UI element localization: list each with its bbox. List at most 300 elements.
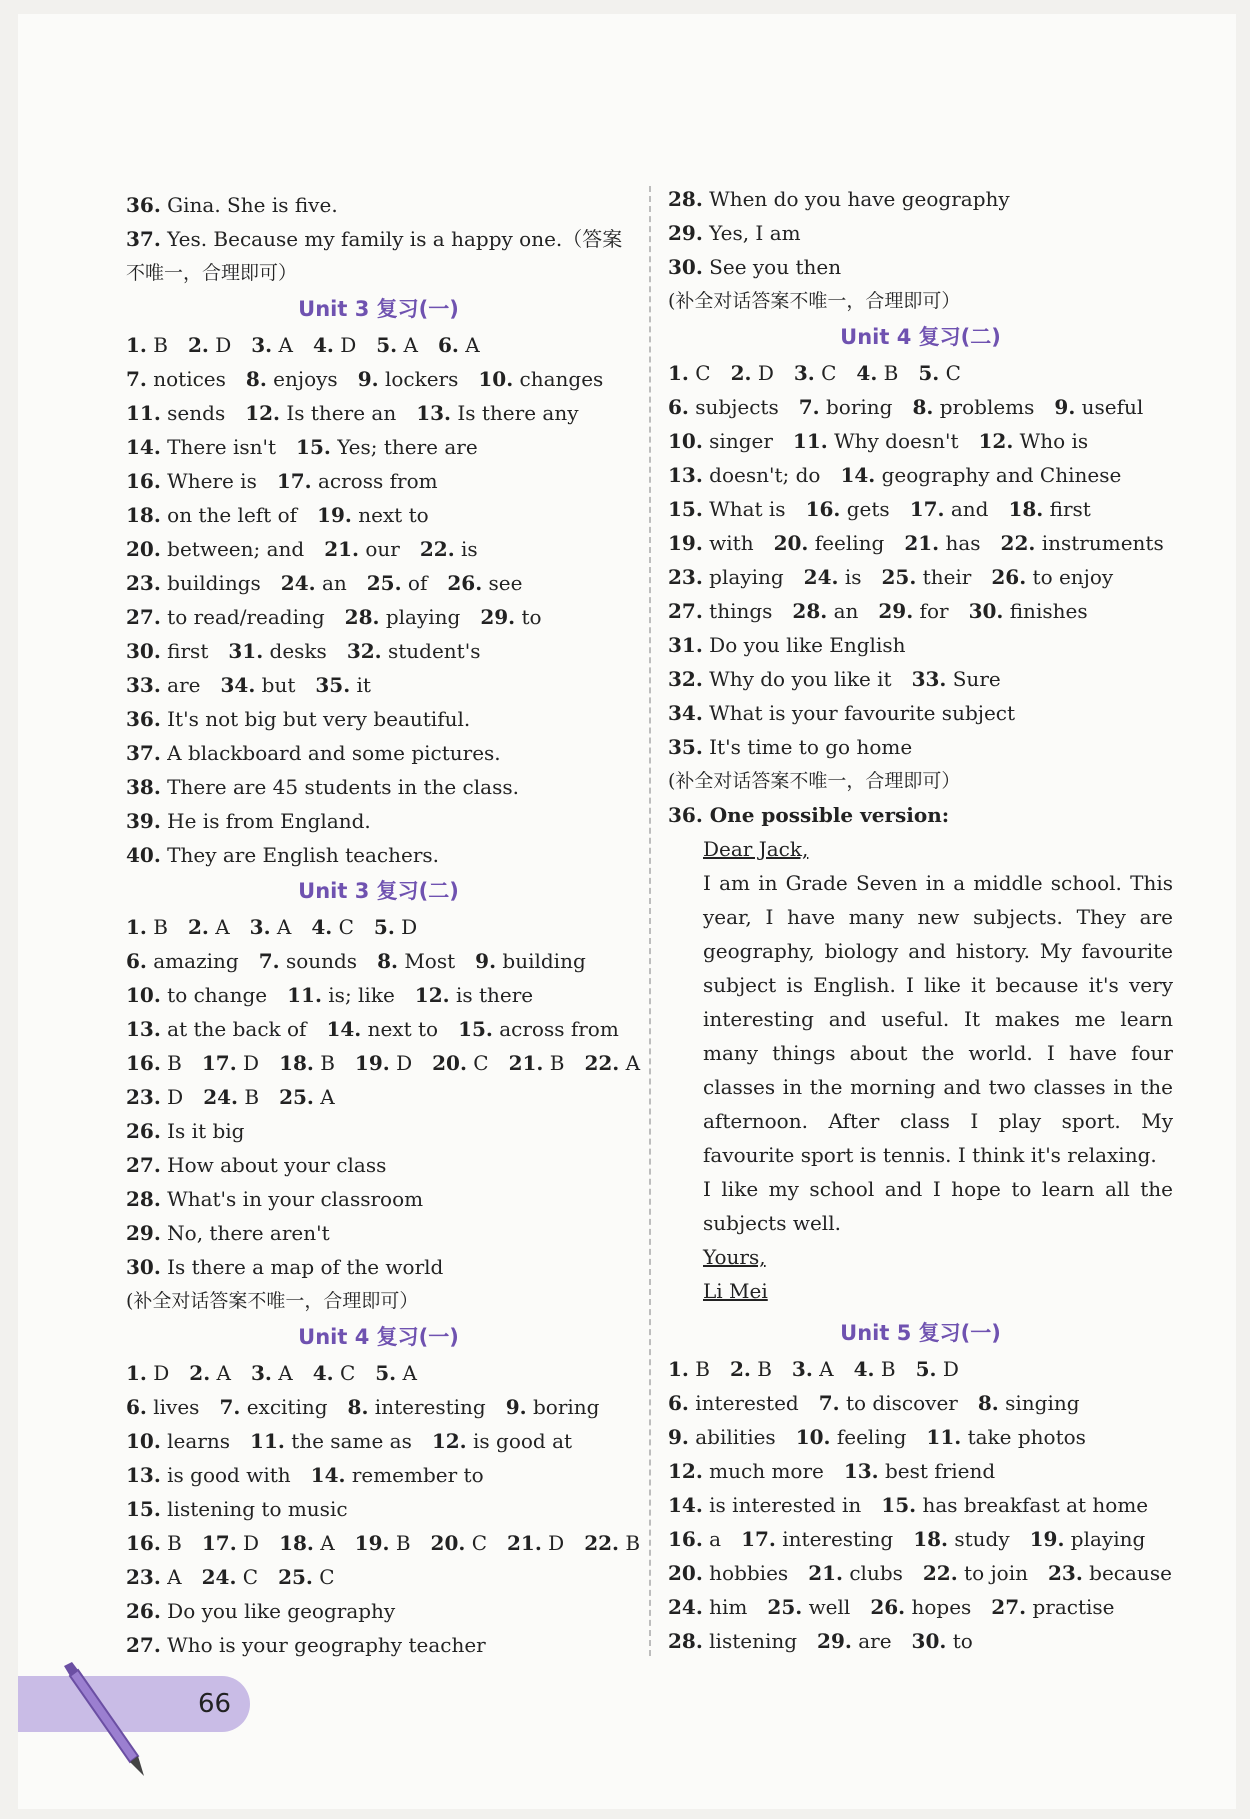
- answer-text: practise: [1032, 1595, 1115, 1619]
- answer-text: listening: [709, 1629, 798, 1653]
- answer-text: B: [244, 1085, 260, 1109]
- answer-item: [668, 667, 892, 691]
- answer-item: [458, 1017, 619, 1041]
- answer-number: 35.: [315, 673, 351, 697]
- answer-item: [126, 707, 470, 731]
- answer-item: [668, 187, 1010, 211]
- answer-text: Do you like English: [709, 633, 906, 657]
- answer-line: [126, 600, 631, 634]
- answer-item: [377, 949, 455, 973]
- answer-item: [668, 1459, 824, 1483]
- answer-number: 16.: [126, 469, 161, 493]
- answer-line: [126, 1012, 631, 1046]
- answer-item: [731, 361, 774, 385]
- answer-item: [668, 1357, 710, 1381]
- answer-number: 21.: [808, 1561, 843, 1585]
- answer-text: lockers: [384, 367, 459, 391]
- answer-text: finishes: [1009, 599, 1088, 623]
- answer-text: Is there an: [286, 401, 397, 425]
- answer-number: 18.: [1008, 497, 1044, 521]
- answer-line: [668, 356, 1173, 390]
- answer-number: 5.: [915, 1357, 937, 1381]
- answer-number: 25.: [279, 1085, 314, 1109]
- answer-line: [668, 390, 1173, 424]
- answer-text: is interested in: [709, 1493, 862, 1517]
- answer-text: A: [276, 915, 292, 939]
- answer-number: 2.: [187, 915, 209, 939]
- answer-text: A: [819, 1357, 834, 1381]
- answer-item: [126, 1153, 386, 1177]
- answer-text: What is: [709, 497, 786, 521]
- answer-number: 22.: [922, 1561, 958, 1585]
- answer-item: [246, 367, 338, 391]
- answer-text: but: [261, 673, 296, 697]
- answer-line: [126, 1216, 631, 1250]
- essay-paragraph: I like my school and I hope to learn all the subjects well.: [703, 1177, 1173, 1235]
- answer-number: 11.: [792, 429, 828, 453]
- answer-item: [978, 1391, 1080, 1415]
- answer-text: it: [356, 673, 371, 697]
- answer-item: [794, 361, 837, 385]
- answer-number: 6.: [668, 1391, 689, 1415]
- answer-number: 40.: [126, 843, 161, 867]
- section-heading-unit3-review1: Unit 3 复习(一): [298, 297, 459, 321]
- answer-number: 21.: [507, 1531, 542, 1555]
- answer-line: [126, 222, 631, 256]
- answer-item: [431, 1531, 487, 1555]
- answer-item: [910, 497, 989, 521]
- answer-number: 6.: [437, 333, 459, 357]
- answer-text: is there: [455, 983, 534, 1007]
- answer-number: 24.: [203, 1085, 238, 1109]
- answer-text: interested: [695, 1391, 799, 1415]
- answer-number: 20.: [668, 1561, 703, 1585]
- answer-line: [126, 910, 631, 944]
- answer-text: Yes. Because my family is a happy one.（答案: [167, 227, 623, 251]
- answer-number: 4.: [312, 333, 334, 357]
- answer-item: [912, 667, 1001, 691]
- answer-number: 12.: [431, 1429, 467, 1453]
- answer-item: [741, 1527, 893, 1551]
- answer-line: [126, 1114, 631, 1148]
- answer-text: much more: [709, 1459, 824, 1483]
- answer-item: [799, 395, 893, 419]
- answer-item: [447, 571, 522, 595]
- answer-text: B: [395, 1531, 411, 1555]
- answer-number: 10.: [126, 983, 161, 1007]
- answer-number: 9.: [475, 949, 497, 973]
- answer-number: 14.: [668, 1493, 703, 1517]
- answer-item: [854, 1357, 896, 1381]
- answer-number: 30.: [911, 1629, 947, 1653]
- answer-item: [311, 915, 354, 939]
- answer-text: There are 45 students in the class.: [167, 775, 519, 799]
- answer-item: [668, 531, 754, 555]
- answer-number: 37.: [126, 741, 161, 765]
- answer-text: A blackboard and some pictures.: [167, 741, 501, 765]
- answer-number: 21.: [324, 537, 360, 561]
- answer-item: [278, 1565, 334, 1589]
- answer-number: 11.: [926, 1425, 962, 1449]
- answer-item: [126, 1187, 423, 1211]
- answer-number: 4.: [853, 1357, 875, 1381]
- answer-item: [668, 1425, 776, 1449]
- answer-item: [668, 633, 906, 657]
- answer-text: It's time to go home: [709, 735, 913, 759]
- answer-text: See you then: [709, 255, 842, 279]
- answer-item: [475, 949, 586, 973]
- answer-text: on the left of: [167, 503, 298, 527]
- answer-item: [126, 1497, 348, 1521]
- left-column: [126, 188, 641, 1662]
- answer-text: amazing: [153, 949, 239, 973]
- answer-number: 5.: [375, 1361, 397, 1385]
- answer-item: [126, 1395, 199, 1419]
- answer-item: [287, 983, 395, 1007]
- answer-item: [808, 1561, 903, 1585]
- answer-number: 9.: [1054, 395, 1076, 419]
- answer-text: their: [922, 565, 972, 589]
- answer-note: (补全对话答案不唯一，合理即可）: [126, 1290, 419, 1312]
- answer-text: He is from England.: [167, 809, 371, 833]
- answer-item: [326, 1017, 438, 1041]
- answer-item: [345, 605, 461, 629]
- answer-number: 23.: [126, 571, 161, 595]
- answer-number: 13.: [126, 1463, 161, 1487]
- section-heading-unit5-review1: Unit 5 复习(一): [840, 1321, 1001, 1345]
- answer-number: 12.: [978, 429, 1014, 453]
- answer-number: 25.: [366, 571, 402, 595]
- answer-text: D: [167, 1085, 184, 1109]
- answer-item: [774, 531, 885, 555]
- answer-text: has breakfast at home: [922, 1493, 1149, 1517]
- answer-item: [126, 1531, 182, 1555]
- answer-text: Who is your geography teacher: [167, 1633, 486, 1657]
- top-answers: [668, 182, 1173, 284]
- answer-item: [277, 469, 438, 493]
- answer-item: [317, 503, 429, 527]
- answer-text: across from: [318, 469, 438, 493]
- answer-number: 2.: [729, 1357, 751, 1381]
- answer-line: [668, 1590, 1173, 1624]
- answer-line: [668, 628, 1173, 662]
- answer-text: sends: [167, 401, 226, 425]
- answer-number: 3.: [251, 1361, 272, 1385]
- answer-line: [668, 1488, 1173, 1522]
- answer-text: C: [471, 1531, 487, 1555]
- answer-item: [375, 1361, 417, 1385]
- answer-text: A: [320, 1531, 335, 1555]
- answer-text: are: [858, 1629, 892, 1653]
- answer-item: [817, 1629, 891, 1653]
- answer-number: 26.: [126, 1119, 161, 1143]
- answer-item: [324, 537, 400, 561]
- answer-item: [202, 1531, 259, 1555]
- answer-item: [1008, 497, 1090, 521]
- answer-item: [126, 193, 338, 217]
- answer-number: 36.: [126, 193, 161, 217]
- answer-number: 20.: [430, 1531, 466, 1555]
- answer-line: [126, 1424, 631, 1458]
- section-heading-unit4-review1: Unit 4 复习(一): [298, 1325, 459, 1349]
- answer-item: [432, 1051, 488, 1075]
- answer-line: [126, 188, 631, 222]
- answer-text: Gina. She is five.: [167, 193, 338, 217]
- answer-number: 37.: [126, 227, 161, 251]
- answer-item: [126, 949, 239, 973]
- answer-number: 38.: [126, 775, 161, 799]
- answer-number: 15.: [126, 1497, 161, 1521]
- answer-number: 19.: [668, 531, 703, 555]
- answer-text: B: [883, 361, 899, 385]
- answer-item: [1001, 531, 1164, 555]
- answer-text: see: [488, 571, 523, 595]
- answer-number: 30.: [126, 639, 161, 663]
- answer-text: It's not big but very beautiful.: [167, 707, 471, 731]
- answer-item: [126, 843, 439, 867]
- answer-item: [126, 1017, 306, 1041]
- answer-number: 2.: [187, 333, 209, 357]
- answer-number: 25.: [881, 565, 917, 589]
- answer-item: [480, 605, 541, 629]
- answer-text: boring: [826, 395, 893, 419]
- answer-number: 6.: [126, 949, 147, 973]
- answer-line: [668, 1624, 1173, 1658]
- answers-unit4-review2: [668, 356, 1173, 764]
- answer-item: [355, 1051, 412, 1075]
- answer-text: Is it big: [167, 1119, 245, 1143]
- answer-text: buildings: [167, 571, 261, 595]
- answer-number: 16.: [805, 497, 841, 521]
- answer-text: D: [548, 1531, 565, 1555]
- answer-text: feeling: [836, 1425, 907, 1449]
- answer-item: [506, 1395, 600, 1419]
- answer-number: 32.: [346, 639, 382, 663]
- answer-item: [668, 429, 773, 453]
- answer-text: boring: [532, 1395, 600, 1419]
- answer-number: 35.: [668, 735, 703, 759]
- answer-text: is good at: [473, 1429, 573, 1453]
- answer-text: B: [757, 1357, 772, 1381]
- answer-item: [189, 1361, 231, 1385]
- answer-item: [584, 1531, 640, 1555]
- answer-note: 不唯一，合理即可）: [126, 262, 298, 284]
- answer-line: [668, 250, 1173, 284]
- answer-number: 5.: [376, 333, 398, 357]
- answer-text: They are English teachers.: [167, 843, 440, 867]
- section-heading-unit4-review2: Unit 4 复习(二): [840, 325, 1001, 349]
- answer-item: [126, 1633, 486, 1657]
- answer-text: a: [709, 1527, 722, 1551]
- answer-text: clubs: [849, 1561, 903, 1585]
- answer-item: [126, 639, 208, 663]
- answer-line: [126, 736, 631, 770]
- answer-number: 4.: [312, 1361, 334, 1385]
- answer-number: 1.: [668, 1357, 689, 1381]
- answer-item: [126, 1565, 182, 1589]
- answer-text: is: [461, 537, 478, 561]
- answer-item: [126, 1119, 244, 1143]
- answer-line: [126, 1628, 631, 1662]
- answer-item: [355, 1531, 411, 1555]
- answer-text: C: [473, 1051, 489, 1075]
- answer-number: 8.: [377, 949, 398, 973]
- answer-text: What is your favourite subject: [709, 701, 1016, 725]
- answer-line: [668, 424, 1173, 458]
- answer-item: [126, 333, 168, 357]
- answer-number: 30.: [968, 599, 1004, 623]
- answer-number: 22.: [584, 1051, 620, 1075]
- answer-number: 13.: [416, 401, 451, 425]
- answer-line: [126, 1594, 631, 1628]
- essay-signature: Li Mei: [703, 1279, 768, 1303]
- answer-number: 14.: [326, 1017, 362, 1041]
- answer-item: [792, 599, 858, 623]
- answer-line: [126, 668, 631, 702]
- answer-text: listening to music: [167, 1497, 348, 1521]
- answer-item: [796, 1425, 907, 1449]
- answer-line: [668, 594, 1173, 628]
- answer-line: [126, 362, 631, 396]
- answer-number: 11.: [250, 1429, 285, 1453]
- answer-text: is; like: [328, 983, 395, 1007]
- answer-item: [126, 775, 519, 799]
- answer-number: 12.: [668, 1459, 703, 1483]
- answer-text: B: [695, 1357, 710, 1381]
- answer-item: [878, 599, 948, 623]
- essay-paragraph: I am in Grade Seven in a middle school. This year, I have many new subjects. They are geography, biology and history. My favourite subject is English. I like it because it's very interesting and useful. It makes me learn many things about the world. I have four classes in the morning and two classes in the afternoon. After class I play sport. My favourite sport is tennis. I think it's relaxing.: [703, 871, 1173, 1167]
- answer-item: [126, 1255, 443, 1279]
- answer-item: [730, 1357, 772, 1381]
- answer-number: 12.: [414, 983, 450, 1007]
- answer-text: When do you have geography: [709, 187, 1010, 211]
- answer-text: B: [167, 1531, 182, 1555]
- answer-item: [668, 1391, 799, 1415]
- answer-text: changes: [519, 367, 604, 391]
- answer-number: 1.: [126, 915, 147, 939]
- answer-number: 13.: [843, 1459, 879, 1483]
- answer-number: 1.: [126, 333, 147, 357]
- answer-item: [1054, 395, 1143, 419]
- answer-text: D: [340, 333, 357, 357]
- answer-line: [668, 730, 1173, 764]
- answer-number: 5.: [373, 915, 395, 939]
- answer-number: 6.: [668, 395, 689, 419]
- answer-number: 29.: [878, 599, 914, 623]
- answer-text: an: [321, 571, 347, 595]
- answer-item: [313, 1361, 356, 1385]
- answer-text: A: [320, 1085, 335, 1109]
- answer-number: 9.: [357, 367, 379, 391]
- answer-item: [250, 915, 292, 939]
- answer-text: with: [709, 531, 754, 555]
- answer-text: C: [319, 1565, 335, 1589]
- answer-number: 9.: [668, 1425, 689, 1449]
- answer-text: A: [403, 333, 418, 357]
- answer-item: [251, 1361, 293, 1385]
- answer-number: 15.: [668, 497, 703, 521]
- answers-unit5-review1: [668, 1352, 1173, 1658]
- answer-item: [376, 333, 418, 357]
- answer-number: 13.: [668, 463, 703, 487]
- answer-item: [311, 1463, 484, 1487]
- answer-item: [220, 673, 295, 697]
- answer-number: 27.: [991, 1595, 1027, 1619]
- answer-item: [668, 395, 779, 419]
- answer-text: notices: [153, 367, 226, 391]
- answer-text: D: [401, 915, 418, 939]
- answer-text: to read/reading: [167, 605, 325, 629]
- answer-number: 10.: [478, 367, 514, 391]
- answer-number: 28.: [344, 605, 380, 629]
- answer-text: our: [365, 537, 400, 561]
- answer-number: 28.: [126, 1187, 161, 1211]
- answer-number: 23.: [126, 1565, 161, 1589]
- answer-text: because: [1089, 1561, 1172, 1585]
- top-answers: [126, 188, 631, 256]
- answer-text: D: [215, 333, 232, 357]
- answer-text: well: [808, 1595, 851, 1619]
- answer-number: 23.: [668, 565, 703, 589]
- answer-item: [668, 463, 820, 487]
- answer-line: [126, 1182, 631, 1216]
- answer-item: [347, 639, 481, 663]
- answer-text: lives: [153, 1395, 200, 1419]
- answer-item: [202, 1565, 258, 1589]
- answer-text: Why doesn't: [834, 429, 959, 453]
- answer-item: [313, 333, 356, 357]
- answer-text: to discover: [846, 1391, 958, 1415]
- answer-number: 28.: [792, 599, 828, 623]
- answer-item: [793, 429, 959, 453]
- answer-line: [126, 498, 631, 532]
- answer-item: [219, 1395, 327, 1419]
- answer-number: 22.: [1000, 531, 1036, 555]
- answer-line: [126, 702, 631, 736]
- answer-number: 19.: [354, 1531, 390, 1555]
- answer-text: abilities: [695, 1425, 776, 1449]
- answer-text: at the back of: [167, 1017, 307, 1041]
- answer-line: [668, 1454, 1173, 1488]
- answer-number: 23.: [126, 1085, 161, 1109]
- answer-text: C: [695, 361, 711, 385]
- answer-item: [668, 221, 801, 245]
- answer-line: [668, 1352, 1173, 1386]
- answers-unit4-review1: [126, 1356, 641, 1662]
- answer-item: [374, 915, 417, 939]
- essay-closing: Yours,: [703, 1245, 766, 1269]
- answer-number: 20.: [432, 1051, 467, 1075]
- answer-text: enjoys: [273, 367, 338, 391]
- answer-line: [126, 1560, 631, 1594]
- answer-line: [126, 804, 631, 838]
- column-divider: [649, 186, 651, 1656]
- answer-text: Yes; there are: [337, 435, 478, 459]
- answer-number: 8.: [977, 1391, 999, 1415]
- answer-item: [279, 1085, 335, 1109]
- answer-text: A: [625, 1051, 641, 1075]
- answer-line: [126, 1250, 631, 1284]
- answer-item: [126, 605, 325, 629]
- answer-line: [126, 430, 631, 464]
- answer-number: 7.: [258, 949, 280, 973]
- answer-item: [126, 915, 168, 939]
- answer-number: 24.: [668, 1595, 703, 1619]
- answer-number: 28.: [668, 1629, 703, 1653]
- answer-number: 4.: [856, 361, 878, 385]
- answer-number: 32.: [668, 667, 703, 691]
- answer-number: 24.: [280, 571, 316, 595]
